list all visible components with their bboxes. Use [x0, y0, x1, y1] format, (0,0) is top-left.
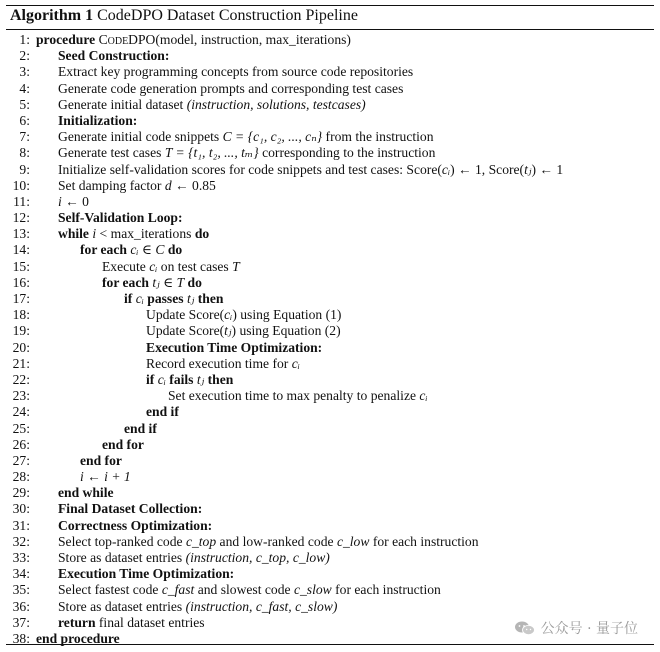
line-segment: and low-ranked code — [216, 533, 337, 549]
line-number: 17: — [12, 291, 30, 306]
line-number: 4: — [19, 80, 30, 96]
line-number: 24: — [12, 404, 30, 420]
line-segment: tⱼ — [224, 323, 232, 339]
line-number: 33: — [12, 550, 30, 565]
line-text — [36, 550, 330, 566]
line-segment: (instruction, c_top, c_low) — [185, 550, 330, 565]
line-segment: Initialization: — [58, 112, 138, 128]
line-segment: do — [184, 274, 202, 290]
algorithm-line — [6, 226, 654, 242]
algorithm-line — [6, 599, 654, 615]
wechat-icon — [514, 620, 536, 636]
line-number: 2: — [19, 48, 30, 64]
line-segment: cᵢ — [157, 371, 166, 387]
line-number: 15: — [12, 258, 30, 274]
algorithm-line — [6, 210, 654, 226]
line-segment: procedure — [36, 32, 99, 47]
algorithm-line — [6, 323, 654, 339]
line-segment: ) ← 1, Score( — [450, 161, 525, 177]
algorithm-line — [6, 356, 654, 372]
line-number: 9: — [19, 161, 30, 177]
algorithm-line — [6, 145, 654, 161]
line-segment: cᵢ — [149, 258, 158, 274]
line-number: 18: — [12, 307, 30, 323]
line-number: 37: — [12, 614, 30, 630]
line-segment: Generate code generation prompts and corresponding test cases — [58, 80, 404, 96]
algorithm-line — [6, 518, 654, 534]
algorithm-line — [6, 162, 654, 178]
line-text — [36, 469, 131, 485]
line-segment: Self-Validation Loop: — [58, 210, 183, 226]
line-segment: fails — [165, 371, 197, 387]
line-number: 13: — [12, 226, 30, 242]
line-number: 22: — [12, 371, 30, 387]
algorithm-line — [6, 534, 654, 550]
line-text — [36, 226, 209, 242]
line-text — [36, 566, 234, 582]
line-segment: corresponding to the instruction — [258, 145, 436, 161]
line-segment: for each instruction — [331, 582, 441, 598]
line-number: 32: — [12, 533, 30, 549]
line-text — [36, 162, 563, 178]
line-segment: c_fast — [161, 582, 195, 598]
line-segment: and slowest code — [194, 582, 294, 598]
line-segment: Update Score( — [146, 323, 225, 339]
line-segment: ) using Equation (1) — [232, 307, 342, 323]
line-segment: CodeDPO — [98, 32, 156, 47]
line-segment: passes — [143, 291, 187, 306]
algorithm-line — [6, 81, 654, 97]
line-number: 3: — [19, 64, 30, 80]
line-text — [36, 145, 435, 161]
line-number: 36: — [12, 598, 30, 614]
line-segment: then — [194, 291, 224, 306]
algorithm-line — [6, 291, 654, 307]
line-segment: do — [164, 242, 183, 258]
line-number: 8: — [19, 145, 30, 161]
line-segment: Extract key programming concepts from source code repositories — [58, 64, 414, 80]
line-text — [36, 388, 428, 404]
line-segment: Initialize self-validation scores for code snippets and test cases: Score( — [58, 161, 442, 177]
line-number: 34: — [12, 566, 30, 582]
line-segment: c_low — [336, 533, 370, 549]
line-segment: ← 0.85 — [171, 177, 216, 193]
line-text — [36, 97, 366, 113]
line-number: 23: — [12, 388, 30, 404]
line-number: 14: — [12, 242, 30, 258]
watermark-text: 公众号 · 量子位 — [540, 621, 638, 637]
line-segment: if — [146, 371, 158, 387]
line-number: 19: — [12, 323, 30, 339]
algorithm-line — [6, 64, 654, 80]
line-segment: < max_iterations — [96, 226, 195, 242]
title-rule — [6, 29, 654, 30]
line-text — [36, 323, 341, 339]
line-text — [36, 178, 216, 194]
line-text — [36, 307, 341, 323]
bottom-rule — [6, 644, 654, 645]
line-segment: i — [58, 193, 62, 209]
line-segment: c_slow — [293, 582, 332, 598]
line-segment: ) ← 1 — [531, 161, 564, 177]
line-number: 30: — [12, 501, 30, 517]
algorithm-line — [6, 421, 654, 437]
algorithm-line — [6, 388, 654, 404]
line-text — [36, 356, 300, 372]
algorithm-line — [6, 307, 654, 323]
algorithm-line — [6, 129, 654, 145]
algorithm-line — [6, 48, 654, 64]
line-segment: Update Score( — [146, 307, 225, 323]
line-segment: Seed Construction: — [58, 48, 170, 64]
line-segment: Store as dataset entries — [58, 598, 186, 614]
algorithm-line — [6, 242, 654, 258]
line-text — [36, 404, 179, 420]
algorithm-line — [6, 259, 654, 275]
line-segment: i — [92, 226, 97, 242]
line-segment: for each — [102, 274, 153, 290]
line-segment: ) using Equation (2) — [231, 323, 341, 339]
line-segment: cᵢ — [441, 161, 451, 177]
line-segment: Select fastest code — [58, 582, 162, 598]
line-segment: T = {t₁, t₂, ..., tₘ} — [164, 145, 259, 161]
line-segment: while — [58, 226, 93, 242]
line-segment: Select top-ranked code — [58, 533, 186, 549]
line-text — [36, 81, 403, 97]
line-segment: for each instruction — [369, 533, 479, 549]
line-text — [36, 259, 240, 275]
line-number: 16: — [12, 274, 30, 290]
line-segment: return — [58, 614, 99, 630]
line-text — [36, 129, 434, 145]
algorithm-line — [6, 469, 654, 485]
line-segment: end for — [102, 436, 144, 452]
line-segment: Record execution time for — [146, 355, 292, 371]
line-number: 28: — [12, 469, 30, 485]
line-number: 26: — [12, 436, 30, 452]
line-text — [36, 194, 89, 210]
algorithm-line — [6, 275, 654, 291]
line-segment: (model, instruction, max_iterations) — [155, 32, 351, 47]
line-segment: d — [164, 177, 172, 193]
line-segment: Correctness Optimization: — [58, 517, 213, 533]
line-number: 1: — [19, 32, 30, 47]
line-number: 11: — [13, 193, 30, 209]
line-segment: Final Dataset Collection: — [58, 501, 203, 517]
line-segment: Generate initial code snippets — [58, 129, 223, 145]
line-text — [36, 534, 479, 550]
line-text — [36, 518, 212, 534]
line-number: 10: — [12, 177, 30, 193]
line-segment: (instruction, solutions, testcases) — [186, 96, 366, 112]
line-text — [36, 113, 137, 129]
line-number: 35: — [12, 582, 30, 598]
algorithm-name: CodeDPO Dataset Construction Pipeline — [97, 7, 358, 24]
line-segment: if — [124, 291, 136, 306]
line-number: 29: — [12, 485, 30, 501]
line-segment: Store as dataset entries — [58, 550, 186, 565]
algorithm-line — [6, 372, 654, 388]
line-text — [36, 48, 169, 64]
line-text — [36, 372, 233, 388]
line-segment: cᵢ — [291, 355, 300, 371]
line-segment: end while — [58, 485, 114, 501]
algorithm-line — [6, 550, 654, 566]
line-number: 12: — [12, 210, 30, 226]
watermark — [514, 618, 638, 638]
line-text — [36, 599, 337, 615]
algorithm-lines — [6, 32, 654, 647]
algorithm-line — [6, 178, 654, 194]
line-number: 25: — [12, 420, 30, 436]
line-text — [36, 453, 122, 469]
line-segment: final dataset entries — [98, 614, 205, 630]
line-segment: for each — [80, 242, 131, 258]
algorithm-line — [6, 437, 654, 453]
line-number: 27: — [12, 452, 30, 468]
algorithm-line — [6, 485, 654, 501]
algorithm-line — [6, 453, 654, 469]
line-number: 7: — [19, 129, 30, 145]
algorithm-line — [6, 501, 654, 517]
algorithm-line — [6, 340, 654, 356]
algorithm-block — [6, 5, 654, 645]
line-segment: T — [232, 258, 240, 274]
algorithm-line — [6, 566, 654, 582]
line-segment: do — [194, 226, 210, 242]
line-number: 6: — [19, 112, 30, 128]
line-text — [36, 501, 202, 517]
line-segment: Generate initial dataset — [58, 96, 187, 112]
line-text — [36, 64, 413, 80]
line-text — [36, 421, 157, 437]
line-segment: tⱼ — [186, 291, 195, 306]
line-text — [36, 210, 183, 226]
line-segment: cᵢ — [135, 291, 144, 306]
line-segment: c_top — [185, 533, 217, 549]
line-number: 5: — [19, 96, 30, 112]
line-segment: C = {c₁, c₂, ..., cₙ} — [222, 129, 323, 145]
line-number: 21: — [12, 355, 30, 371]
line-text — [36, 582, 441, 598]
line-segment: on test cases — [157, 258, 233, 274]
line-text — [36, 615, 205, 631]
algorithm-line — [6, 404, 654, 420]
line-segment: tⱼ — [524, 161, 532, 177]
line-segment: ← 0 — [61, 193, 89, 209]
line-segment: tⱼ — [196, 371, 205, 387]
line-segment: i ← i + 1 — [80, 469, 131, 485]
line-segment: cᵢ ∈ C — [130, 242, 165, 258]
line-text — [36, 242, 182, 258]
line-text — [36, 291, 223, 307]
line-segment: Set execution time to max penalty to penalize — [168, 388, 420, 404]
line-text — [36, 485, 114, 501]
line-segment: Execute — [102, 258, 150, 274]
line-segment: Generate test cases — [58, 145, 165, 161]
line-number: 20: — [12, 339, 30, 355]
algorithm-line — [6, 582, 654, 598]
line-segment: from the instruction — [322, 129, 434, 145]
line-segment: cᵢ — [224, 307, 233, 323]
line-segment: cᵢ — [419, 388, 428, 404]
line-text — [36, 437, 144, 453]
algorithm-line — [6, 194, 654, 210]
line-segment: end procedure — [36, 630, 120, 646]
algorithm-title — [10, 7, 358, 25]
line-text — [36, 32, 351, 48]
algorithm-line — [6, 97, 654, 113]
line-segment: then — [204, 371, 234, 387]
line-segment: tⱼ ∈ T — [152, 274, 185, 290]
line-number: 31: — [12, 517, 30, 533]
algorithm-line — [6, 32, 654, 48]
top-rule — [6, 5, 654, 6]
line-segment: Execution Time Optimization: — [58, 566, 235, 582]
line-segment: Set damping factor — [58, 177, 165, 193]
algorithm-line — [6, 113, 654, 129]
line-text — [36, 275, 202, 291]
line-segment: end if — [146, 404, 179, 420]
line-segment: end if — [124, 420, 157, 436]
line-segment: Execution Time Optimization: — [146, 339, 323, 355]
line-segment: (instruction, c_fast, c_slow) — [185, 598, 338, 614]
algorithm-label: Algorithm 1 — [10, 7, 94, 24]
line-text — [36, 340, 322, 356]
line-segment: end for — [80, 452, 122, 468]
line-number: 38: — [12, 630, 30, 646]
